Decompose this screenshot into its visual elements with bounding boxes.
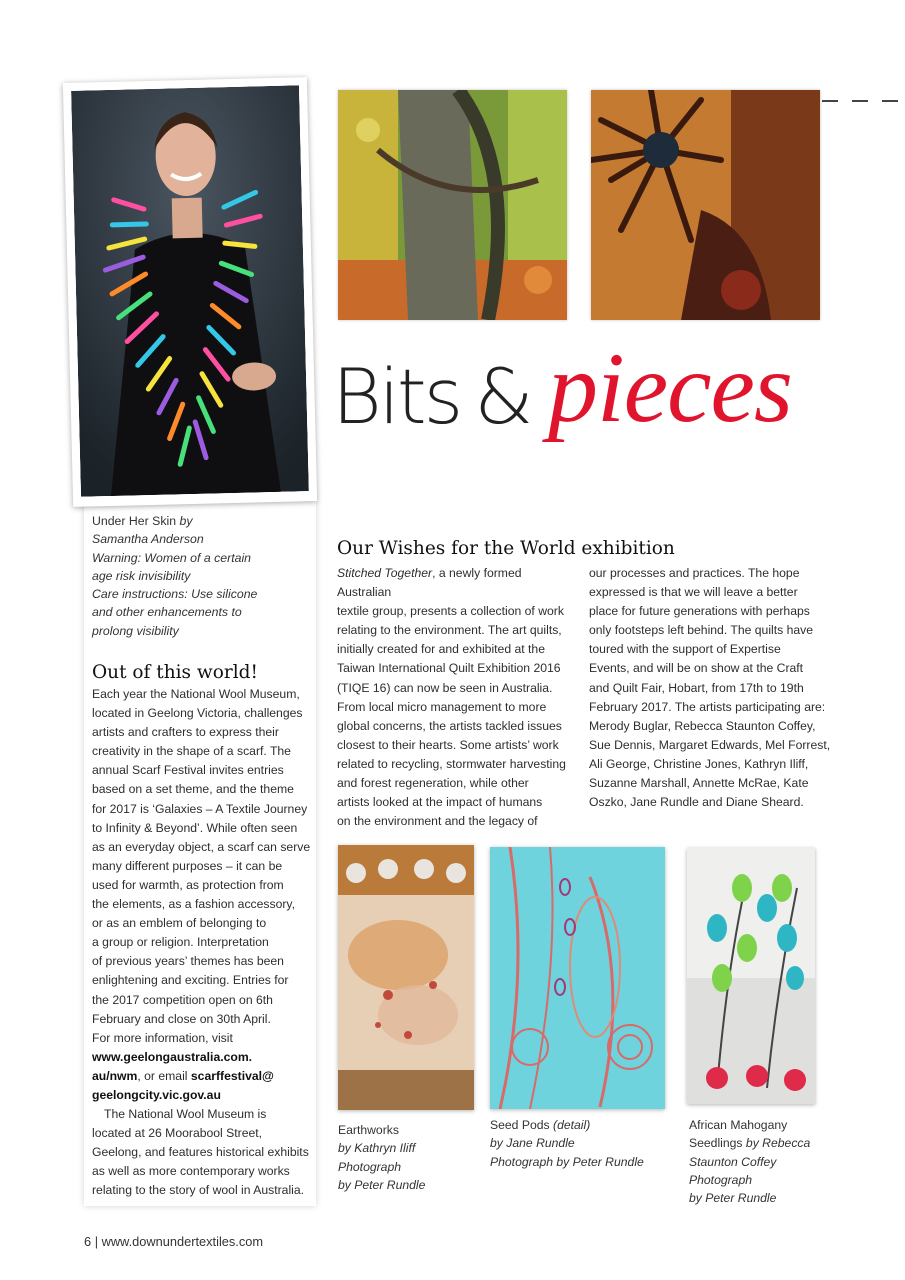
email-link[interactable]: scarffestival@ bbox=[190, 1068, 274, 1083]
seed-pods-quilt-photo bbox=[490, 847, 665, 1109]
page-number: 6 bbox=[84, 1234, 92, 1249]
african-mahogany-quilt-photo bbox=[687, 848, 815, 1104]
decor-dash bbox=[852, 100, 868, 102]
page-footer: 6 | www.downundertextiles.com bbox=[84, 1234, 264, 1249]
seed-pods-caption: Seed Pods (detail) by Jane Rundle Photograph by Peter Rundle bbox=[490, 1118, 644, 1169]
forest-quilt-photo bbox=[338, 90, 567, 320]
wishes-col1: Stitched Together, a newly formed Australian textile group, presents a collection of work relating to the environment. The art quilts, initially created for and exhibited at the Taiwan International Quilt Exhibition 2016 (TIQE 16) can now be seen in Australia. From local micro management to more global concerns, the artists tackled issues closest to their hearts. Some artists’ work related to recycling, stormwater harvesting and forest regeneration, while other artists looked at the impact of humans on the environment and the legacy of bbox=[337, 566, 566, 829]
museum-link-end[interactable]: au/nwm bbox=[92, 1068, 138, 1083]
sculpture-photo bbox=[591, 90, 820, 320]
wishes-col2: our processes and practices. The hope expressed is that we will leave a better place for future generations with perhaps only footsteps left behind. The quilts have toured with the support of Expertise Events, and will be on show at the Craft and Quilt Fair, Hobart, from 17th to 19th February 2017. The artists participating are: Merody Buglar, Rebecca Staunton Coffey, Sue Dennis, Margaret Edwards, Mel Forrest, Ali George, Christine Jones, Kathryn Iliff, Suzanne Marshall, Annette McRae, Kate Oszko, Jane Rundle and Diane Sheard. bbox=[589, 566, 831, 810]
portrait-photo bbox=[71, 85, 309, 496]
email-link-end[interactable]: geelongcity.vic.gov.au bbox=[92, 1087, 221, 1102]
portrait-photo-frame bbox=[63, 77, 317, 507]
out-of-world-heading: Out of this world! bbox=[92, 662, 258, 683]
african-mahogany-caption: African Mahogany Seedlings by Rebecca Staunton Coffey Photograph by Peter Rundle bbox=[689, 1118, 811, 1206]
earthworks-quilt-photo bbox=[338, 845, 474, 1110]
out-of-world-body: Each year the National Wool Museum, located in Geelong Victoria, challenges artists and crafters to express their creativity in the shape of a scarf. The annual Scarf Festival invites entries based on a set theme, and the theme for 2017 is ‘Galaxies – A Textile Journey to Infinity & Beyond’. While often seen as an everyday object, a scarf can serve many different purposes – it can be used for warmth, as protection from the elements, as a fashion accessory, or as an emblem of belonging to a group or religion. Interpretation of previous years’ themes has been enlightening and exciting. Entries for the 2017 competition open on 6th February and close on 30th April. For more information, visit www.geelongaustralia.com. au/nwm, or email scarffestival@ geelongcity.vic.gov.au The National Wool Museum is located at 26 Moorabool Street, Geelong, and features historical exhibits as well as more contemporary works relating to the story of wool in Australia. bbox=[92, 687, 311, 1198]
hero-title-pieces: pieces bbox=[548, 332, 792, 443]
museum-link[interactable]: www.geelongaustralia.com. bbox=[92, 1049, 253, 1064]
wishes-heading: Our Wishes for the World exhibition bbox=[337, 538, 675, 559]
portrait-caption: Under Her Skin by Samantha Anderson Warning: Women of a certain age risk invisibility Care instructions: Use silicone and other enhancements to prolong visibility bbox=[92, 514, 258, 638]
decor-dash bbox=[882, 100, 898, 102]
hero-title-bits: Bits & bbox=[332, 352, 531, 441]
site-link[interactable]: www.downundertextiles.com bbox=[101, 1234, 264, 1249]
earthworks-caption: Earthworks by Kathryn Iliff Photograph by Peter Rundle bbox=[338, 1123, 426, 1192]
decor-dash bbox=[822, 100, 838, 102]
